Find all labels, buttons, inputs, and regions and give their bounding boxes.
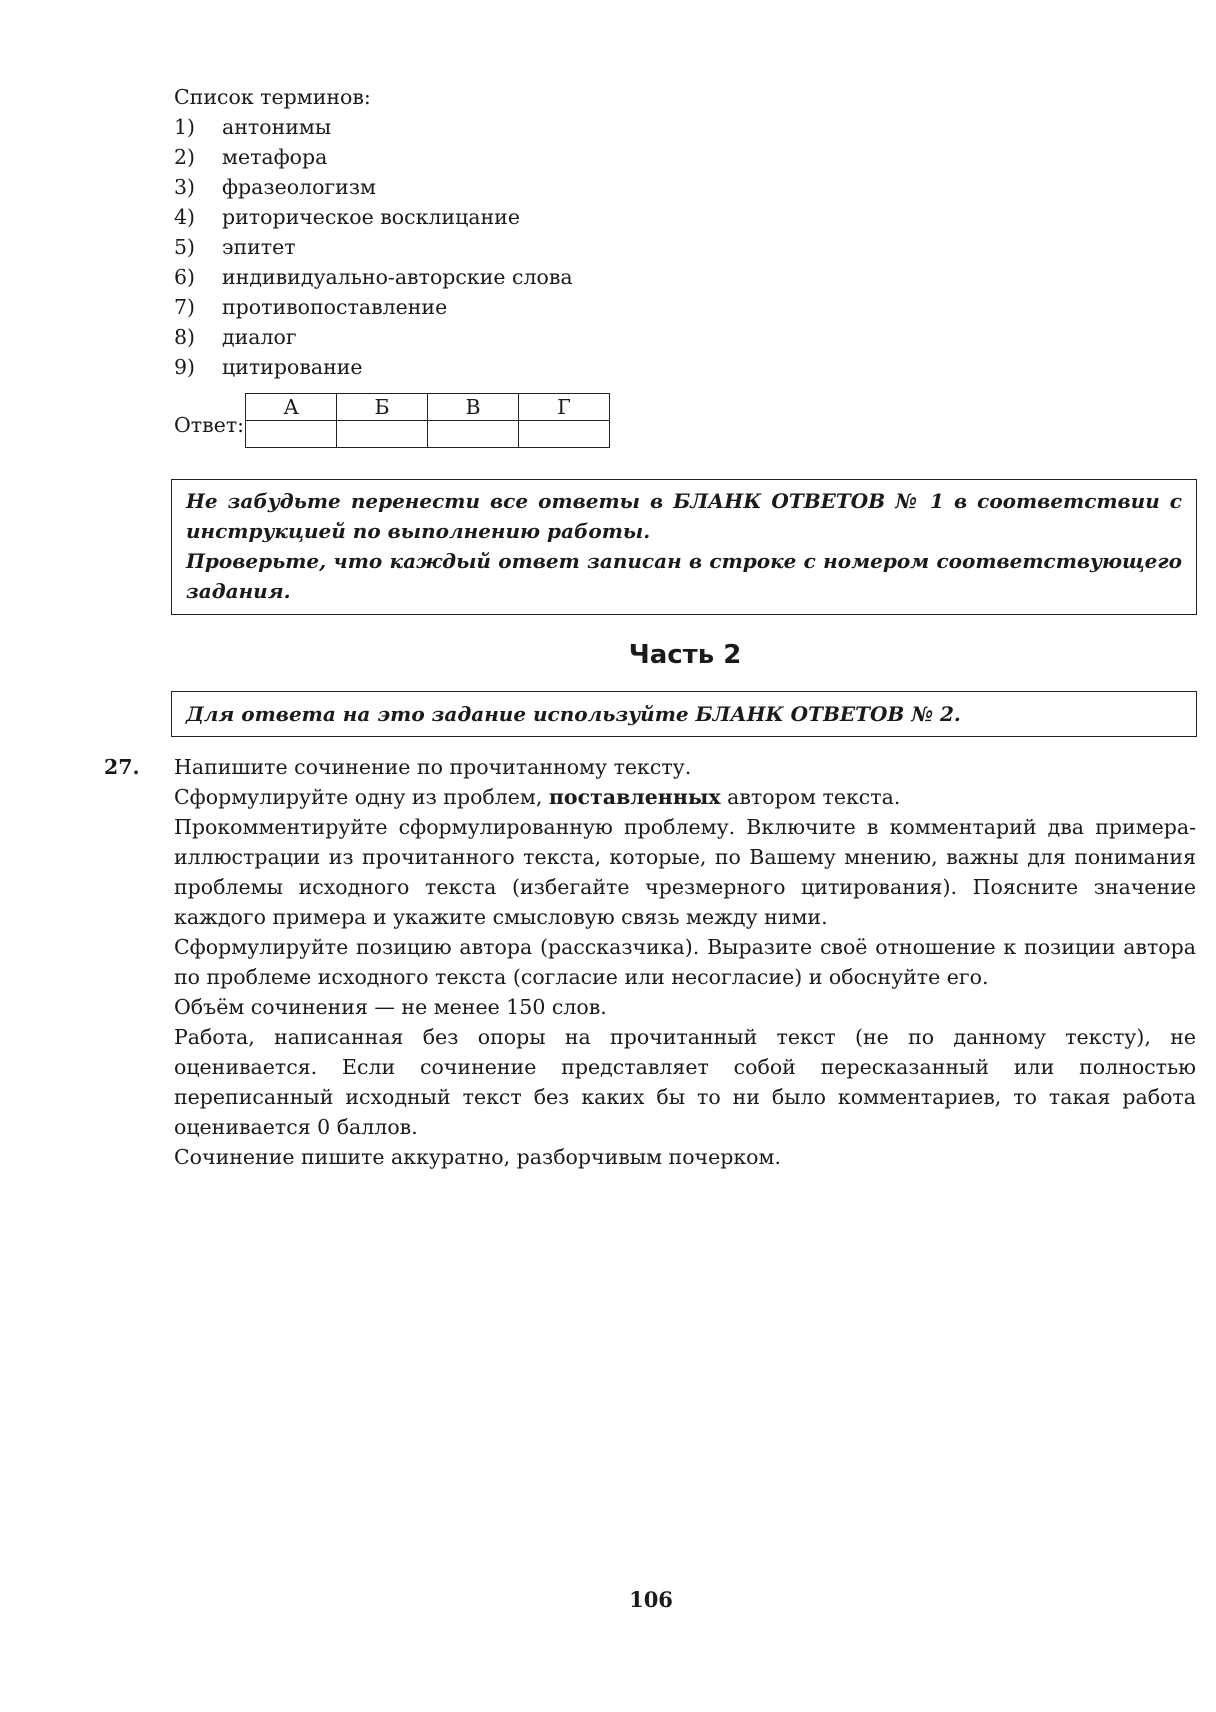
term-text: антонимы <box>222 115 332 139</box>
term-text: метафора <box>222 145 328 169</box>
term-item <box>174 292 573 322</box>
term-item <box>174 112 573 142</box>
answer-cell-a[interactable] <box>246 421 337 448</box>
term-text: противопоставление <box>222 295 448 319</box>
check-reminder-text: Проверьте, что каждый ответ записан в строке с номером соответствующего задания. <box>186 549 1182 603</box>
term-number: 3) <box>174 175 196 199</box>
task-paragraph: Работа, написанная без опоры на прочитанный текст (не по данному тексту), не оценивается. Если сочинение представляет собой пересказанный или полностью переписанный исходный текст без каких бы то ни было комментариев, то такая работа оценивается 0 баллов. <box>174 1025 1196 1139</box>
term-number: 1) <box>174 115 196 139</box>
task-bold-text: поставленных <box>548 785 721 809</box>
term-text: фразеологизм <box>222 175 376 199</box>
term-number: 6) <box>174 265 196 289</box>
answer-input-row <box>246 421 610 448</box>
task-text: автором текста. <box>727 785 901 809</box>
answer-section <box>174 393 610 448</box>
term-number: 2) <box>174 145 196 169</box>
task-paragraph: Объём сочинения — не менее 150 слов. <box>174 995 607 1019</box>
term-item <box>174 322 573 352</box>
task-text: Сформулируйте одну из проблем, <box>174 785 543 809</box>
transfer-reminder-text: Не забудьте перенести все ответы в БЛАНК ОТВЕТОВ № 1 в соответствии с инструкцией по выполнению работы. <box>186 489 1182 543</box>
answer-column-b: Б <box>337 394 428 421</box>
task-paragraph: Прокомментируйте сформулированную проблему. Включите в комментарий два примера-иллюстрации из прочитанного текста, которые, по Вашему мнению, важны для понимания проблемы исходного текста (избегайте чрезмерного цитирования). Поясните значение каждого примера и укажите смысловую связь между ними. <box>174 815 1196 929</box>
answer-cell-g[interactable] <box>519 421 610 448</box>
task-body <box>174 752 1196 1172</box>
term-item <box>174 352 573 382</box>
term-number: 5) <box>174 235 196 259</box>
answer-cell-b[interactable] <box>337 421 428 448</box>
term-item <box>174 202 573 232</box>
answer-cell-v[interactable] <box>428 421 519 448</box>
term-item <box>174 142 573 172</box>
answer-header-row <box>246 394 610 421</box>
term-number: 7) <box>174 295 196 319</box>
term-text: индивидуально-авторские слова <box>222 265 573 289</box>
task-paragraph: Сочинение пишите аккуратно, разборчивым почерком. <box>174 1145 781 1169</box>
answer-column-v: В <box>428 394 519 421</box>
answer-table <box>245 393 610 448</box>
term-text: диалог <box>222 325 297 349</box>
term-item <box>174 172 573 202</box>
term-text: эпитет <box>222 235 296 259</box>
term-item <box>174 232 573 262</box>
answer-label: Ответ: <box>174 413 245 437</box>
terms-list <box>174 82 573 382</box>
term-text: риторическое восклицание <box>222 205 520 229</box>
term-number: 9) <box>174 355 196 379</box>
task-paragraph: Сформулируйте позицию автора (рассказчика). Выразите своё отношение к позиции автора по проблеме исходного текста (согласие или несогласие) и обоснуйте его. <box>174 935 1196 989</box>
answer-column-g: Г <box>519 394 610 421</box>
page-number: 106 <box>629 1587 673 1612</box>
transfer-reminder-box <box>171 479 1197 615</box>
task-paragraph: Напишите сочинение по прочитанному тексту. <box>174 755 692 779</box>
answer-sheet-notice: Для ответа на это задание используйте БЛАНК ОТВЕТОВ № 2. <box>171 691 1197 737</box>
answer-column-a: А <box>246 394 337 421</box>
term-text: цитирование <box>222 355 363 379</box>
part-title: Часть 2 <box>628 640 742 670</box>
term-item <box>174 262 573 292</box>
task-number: 27. <box>104 755 140 779</box>
term-number: 8) <box>174 325 196 349</box>
task-paragraph <box>174 782 1196 812</box>
term-number: 4) <box>174 205 196 229</box>
terms-heading: Список терминов: <box>174 85 371 109</box>
